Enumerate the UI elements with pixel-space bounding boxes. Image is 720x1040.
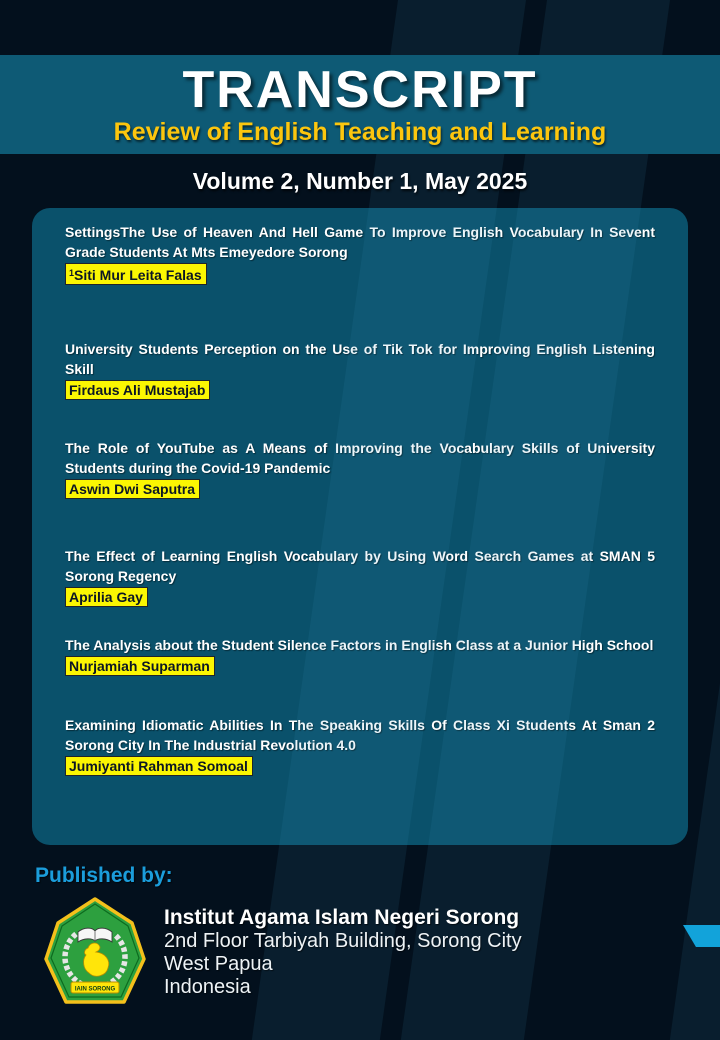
publisher-text [164, 896, 522, 999]
article-author-line [65, 656, 655, 676]
author-affiliation-mark: 1 [69, 268, 75, 278]
iain-sorong-logo [42, 896, 148, 1010]
article-author-line [65, 756, 655, 776]
article-title: University Students Perception on the Use of Tik Tok for Improving English Listening Skill [65, 341, 655, 377]
article-author-highlight [65, 479, 200, 499]
article-author: Firdaus Ali Mustajab [69, 382, 206, 398]
article-title: SettingsThe Use of Heaven And Hell Game To Improve English Vocabulary In Sevent Grade Students At Mts Emeyedore Sorong [65, 224, 655, 260]
journal-title: TRANSCRIPT [182, 61, 538, 119]
publisher-block [42, 896, 522, 1010]
publisher-address-line2: West Papua [164, 953, 273, 975]
table-of-contents-panel [32, 208, 688, 845]
article-entry [65, 715, 655, 776]
logo-banner-text: IAIN SORONG [74, 986, 116, 993]
header-band [0, 55, 720, 154]
article-author: Siti Mur Leita Falas [74, 267, 202, 283]
article-title: The Effect of Learning English Vocabulary by Using Word Search Games at SMAN 5 Sorong Regency [65, 548, 655, 584]
article-author-highlight [65, 656, 215, 676]
article-entry [65, 546, 655, 607]
publisher-logo [42, 896, 148, 1010]
article-author: Jumiyanti Rahman Somoal [69, 758, 248, 774]
article-author-highlight [65, 756, 253, 776]
article-author-highlight [65, 380, 210, 400]
article-entry [65, 635, 655, 676]
article-title: Examining Idiomatic Abilities In The Speaking Skills Of Class Xi Students At Sman 2 Sorong City In The Industrial Revolution 4.0 [65, 717, 655, 753]
publisher-name: Institut Agama Islam Negeri Sorong [164, 906, 520, 929]
journal-subtitle: Review of English Teaching and Learning [113, 118, 607, 146]
issue-line: Volume 2, Number 1, May 2025 [192, 168, 528, 194]
article-author-highlight [65, 587, 148, 607]
article-author: Nurjamiah Suparman [69, 658, 210, 674]
publisher-address-line1: 2nd Floor Tarbiyah Building, Sorong City [164, 930, 522, 952]
publisher-address-line3: Indonesia [164, 976, 251, 998]
article-entry [65, 339, 655, 400]
article-author-highlight [65, 263, 207, 285]
article-author-line [65, 479, 655, 499]
article-author-line [65, 263, 655, 285]
article-author-line [65, 380, 655, 400]
article-title: The Analysis about the Student Silence Factors in English Class at a Junior High School [65, 637, 654, 653]
article-title: The Role of YouTube as A Means of Improving the Vocabulary Skills of University Students during the Covid-19 Pandemic [65, 440, 655, 476]
article-author: Aswin Dwi Saputra [69, 481, 196, 497]
article-author-line [65, 587, 655, 607]
article-author: Aprilia Gay [69, 589, 143, 605]
right-edge-accent-bar [683, 925, 720, 947]
article-entry [65, 438, 655, 499]
published-by-label: Published by: [35, 864, 173, 887]
article-entry [65, 222, 655, 285]
